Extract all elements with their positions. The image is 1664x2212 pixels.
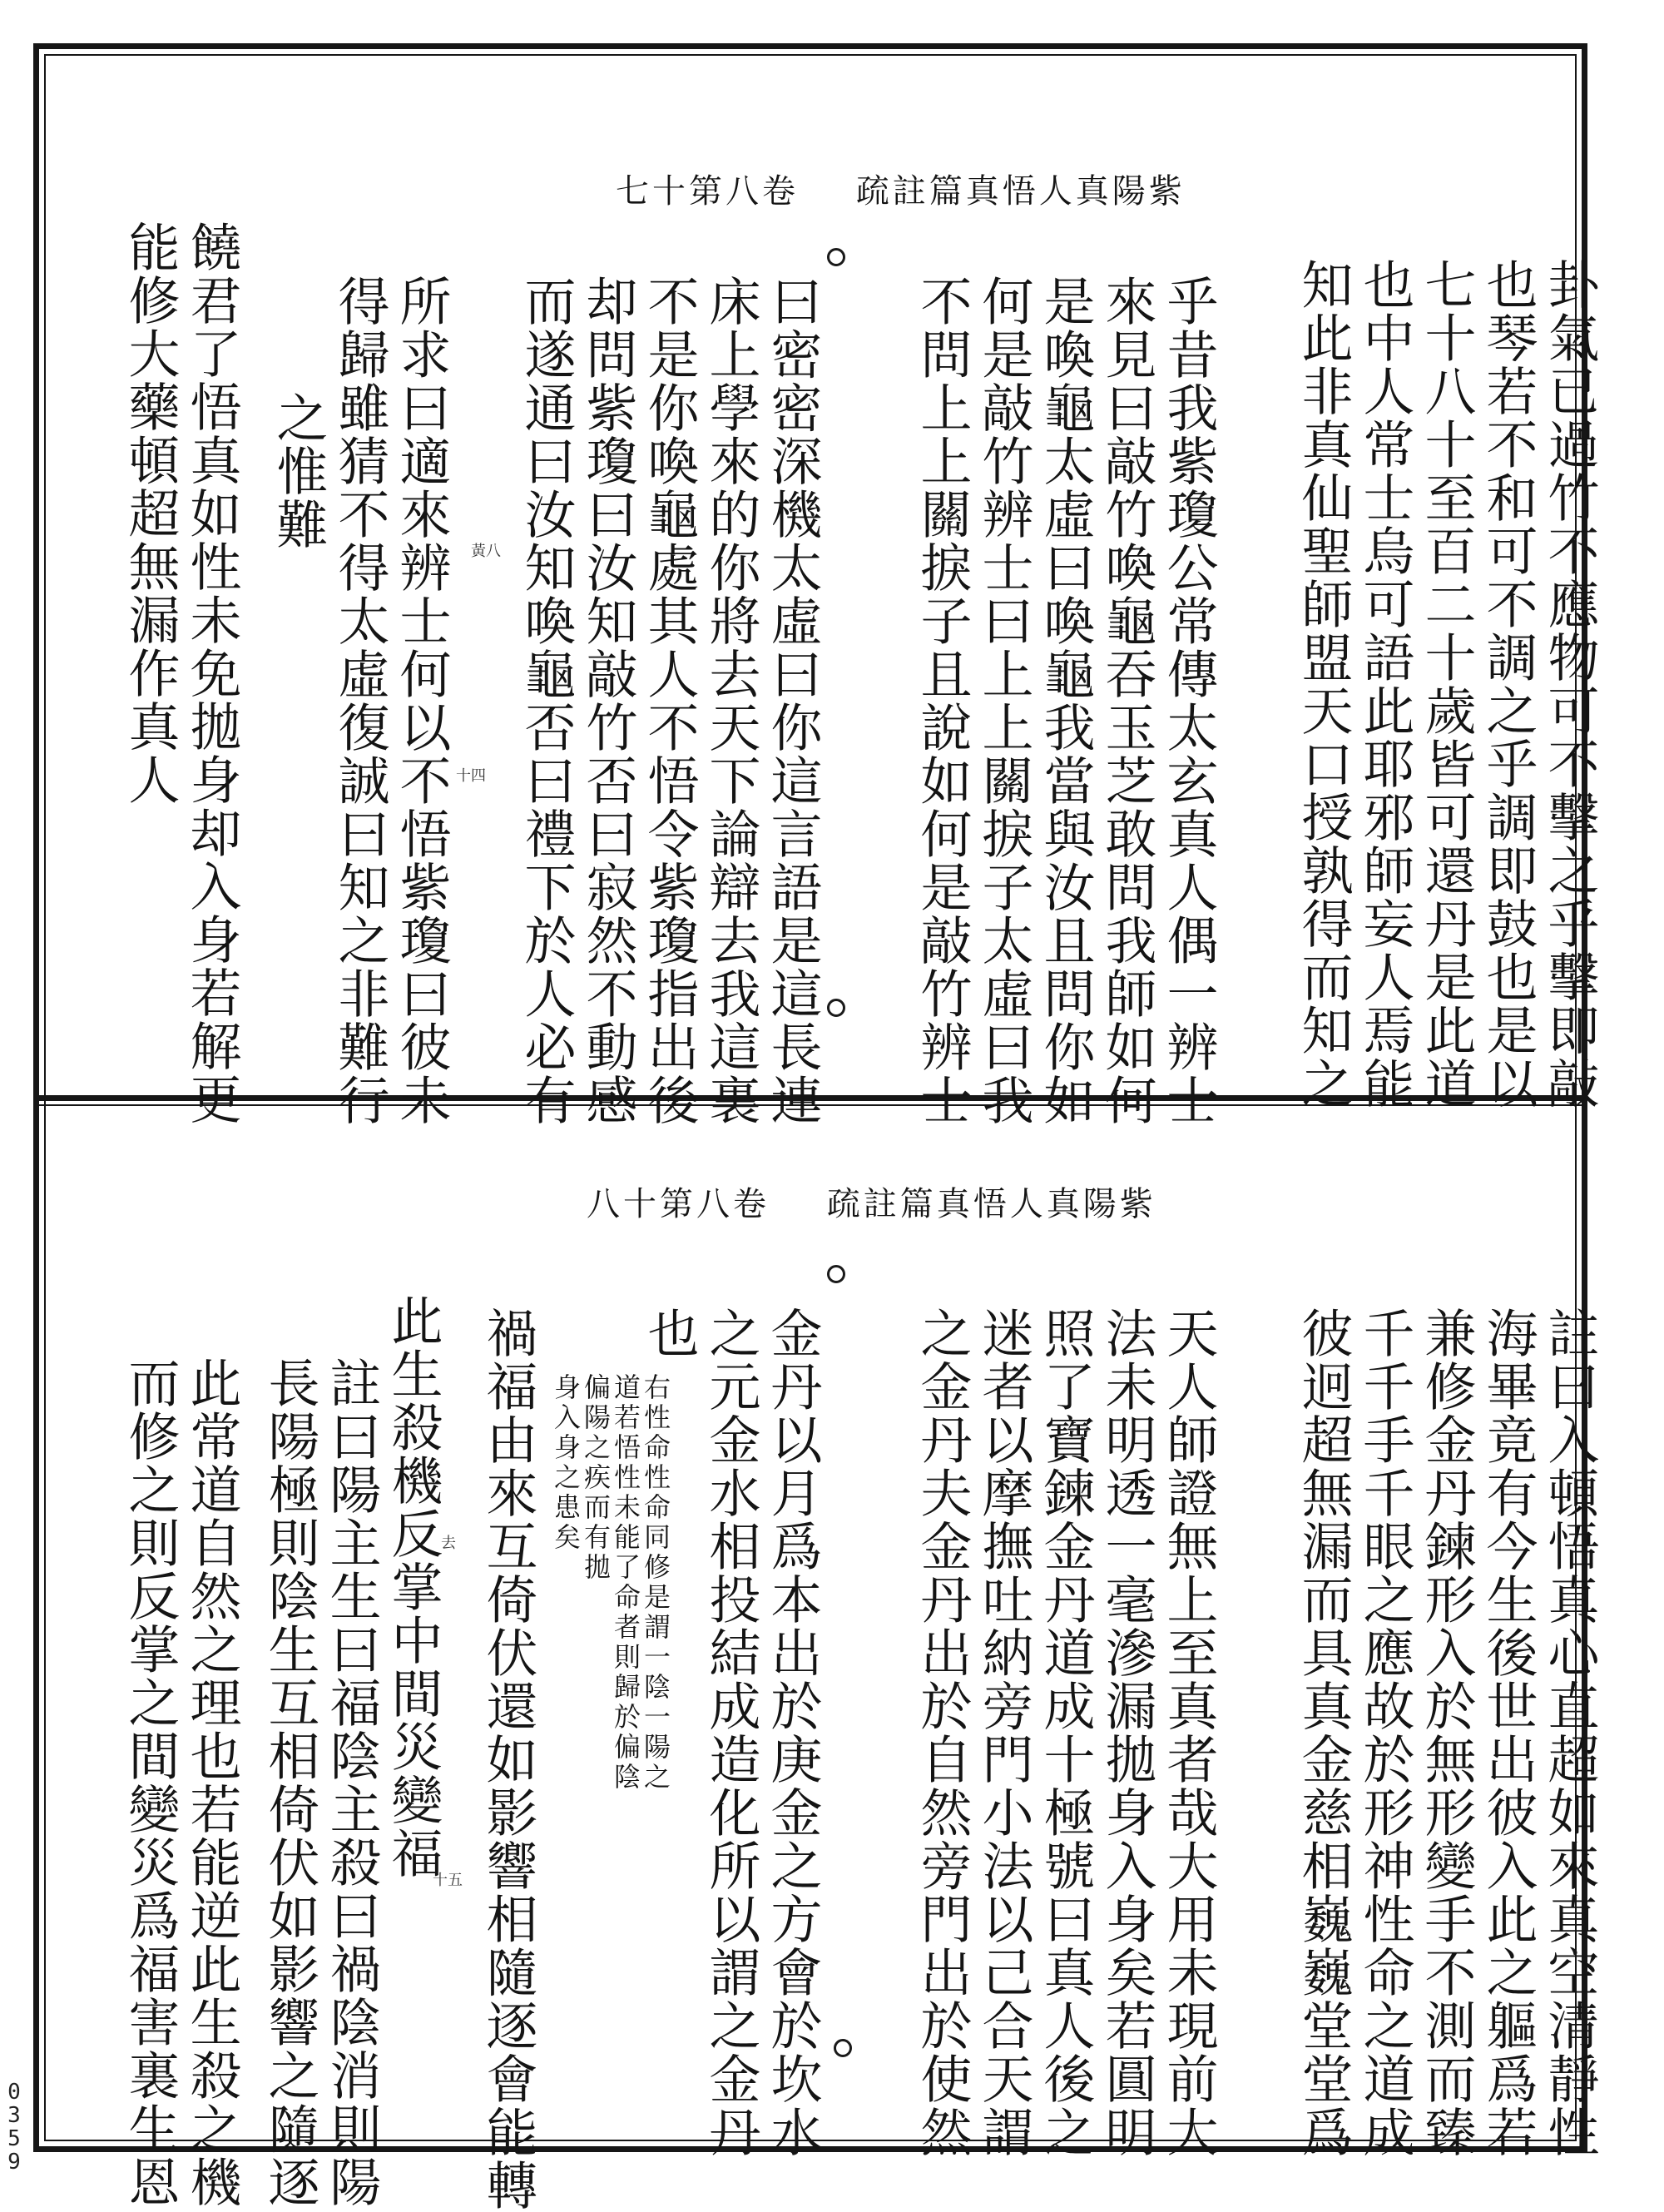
text-column: 得歸雖猜不得太虛復誠曰知之非難行 [329,275,390,1127]
text-column: 何是敲竹辨士曰上上關捩子太虛曰我 [973,275,1034,1127]
text-column: 也中人常士烏可語此耶邪師妄人焉能 [1354,258,1415,1110]
block-marker: 黃八 [471,543,501,560]
bottom-header-volume: 八十第八卷 [587,1185,770,1223]
top-header-volume: 七十第八卷 [616,172,799,211]
text-column: 照了寶鍊金丹道成十極號曰真人後之 [1035,1307,1096,2159]
text-column: 之元金水相投結成造化所以謂之金丹 [701,1307,761,2159]
text-column: 却問紫瓊曰汝知敲竹否曰寂然不動感 [577,275,638,1127]
text-column: 迷者以摩撫吐納旁門小法以己合天謂 [973,1307,1034,2159]
circle-mark-bottom-2 [834,2039,852,2057]
text-column: 能修大藥頓超無漏作真人 [120,221,181,806]
text-column: 千千手千眼之應故於形神性命之道成 [1354,1307,1415,2159]
text-column: 七十八十至百二十歲皆可還丹是此道 [1416,258,1477,1110]
text-column: 金丹以月爲本出於庚金之方會於坎水 [762,1307,823,2159]
circle-mark-bottom-1 [827,1265,845,1283]
text-column: 知此非真仙聖師盟天口授孰得而知之 [1293,258,1354,1110]
text-column: 法未明透一毫滲漏拋身入身矣若圓明 [1097,1307,1157,2159]
text-column: 兼修金丹鍊形入於無形變手不測而臻 [1416,1307,1477,2159]
text-column-lead: 也 [639,1307,700,1360]
text-column: 註曰入頓悟真心直超如來真空清靜性 [1539,1307,1600,2159]
text-column: 饒君了悟真如性未免拋身却入身若解更 [181,221,242,1126]
text-column: 卦氣已過竹不應物可不擊之乎擊即敲 [1539,258,1600,1110]
text-column: 來見曰敲竹喚龜吞玉芝敢問我師如何 [1097,275,1157,1127]
text-column: 天人師證無上至真者哉大用未現前大 [1158,1307,1219,2159]
top-running-header [616,165,1186,212]
text-column: 長陽極則陰生互相倚伏如影響之隨逐 [260,1356,320,2209]
commentary-column: 身入身之患矣 [550,1373,582,1553]
text-column: 而遂通曰汝知喚龜否曰禮下於人必有 [516,275,577,1127]
page-number: 0359 [7,2080,21,2175]
block-marker: 十五 [433,1872,463,1889]
text-column: 此生殺機反掌中間災變福 [383,1294,443,1880]
text-column: 也琴若不和可不調之乎調即鼓也是以 [1478,258,1538,1110]
block-marker: 十四 [456,767,486,785]
text-column: 床上學來的你將去天下論辯去我這裏 [701,275,761,1127]
block-marker: 去 [441,1535,456,1552]
bottom-running-header [587,1178,1156,1225]
circle-mark-top-2 [827,999,845,1017]
bottom-header-title: 疏註篇真悟人真陽紫 [826,1185,1156,1223]
text-column: 不問上上關捩子且說如何是敲竹辨士 [912,275,973,1127]
text-column: 註曰陽主生曰福陰主殺曰禍陰消則陽 [321,1356,382,2209]
text-column: 不是你喚龜處其人不悟令紫瓊指出後 [639,275,700,1127]
top-header-title: 疏註篇真悟人真陽紫 [855,172,1186,211]
text-column: 曰密密深機太虛曰你這言語是這長連 [762,275,823,1127]
text-column: 之惟難 [268,391,329,551]
commentary-column: 道若悟性未能了命者則歸於偏陰 [610,1373,641,1793]
text-column: 海畢竟有今生後世出彼入此之軀爲若 [1478,1307,1538,2159]
circle-mark-top-1 [827,248,845,266]
text-column: 此常道自然之理也若能逆此生殺之機 [181,1356,242,2209]
text-column: 所求曰適來辨士何以不悟紫瓊曰彼未 [391,275,452,1127]
text-column: 彼迥超無漏而具真金慈相巍巍堂堂爲 [1293,1307,1354,2159]
commentary-column: 右性命性命同修是謂一陰一陽之 [640,1373,671,1793]
commentary-column: 偏陽之疾而有拋 [580,1373,612,1583]
text-column: 禍福由來互倚伏還如影響相隨逐會能轉 [478,1307,538,2212]
text-column: 而修之則反掌之間變災爲福害裏生恩 [120,1356,181,2209]
text-column: 乎昔我紫瓊公常傳太玄真人偶一辨士 [1158,275,1219,1127]
text-column: 是喚龜太虛曰喚龜我當與汝且問你如 [1035,275,1096,1127]
text-column: 之金丹夫金丹出於自然旁門出於使然 [912,1307,973,2159]
